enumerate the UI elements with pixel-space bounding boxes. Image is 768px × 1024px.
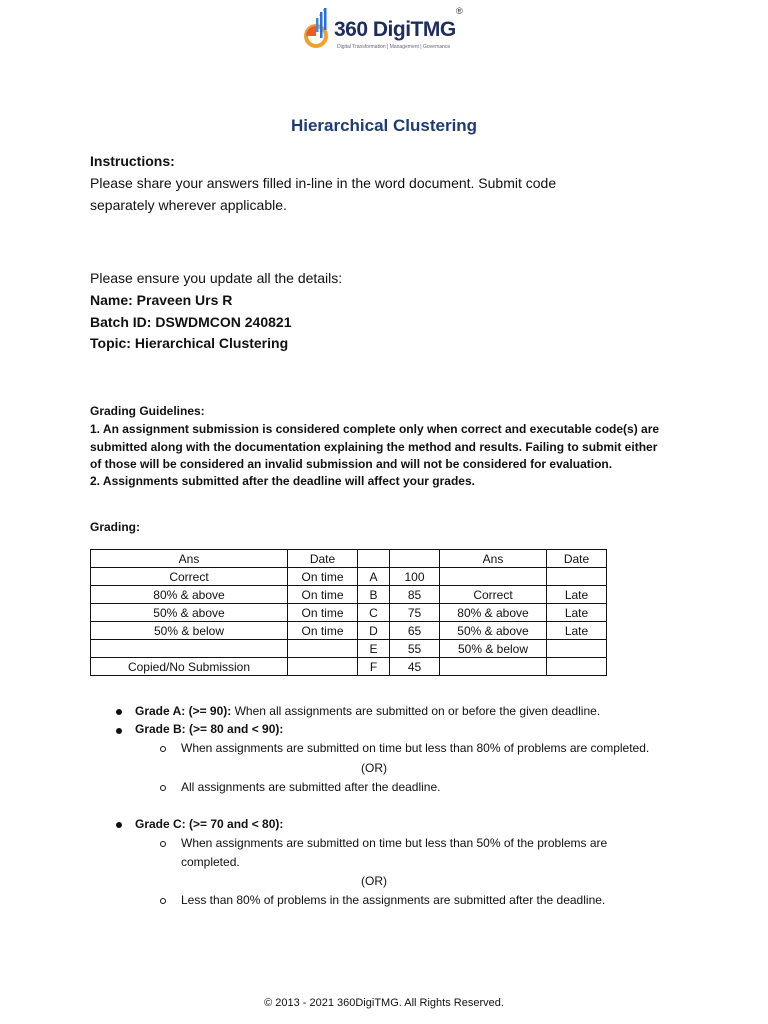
table-cell: Correct	[91, 568, 288, 586]
table-row	[91, 604, 607, 622]
table-row	[91, 658, 607, 676]
table-cell: 45	[390, 658, 440, 676]
bullet-icon	[116, 822, 122, 828]
guideline-line: submitted along with the documentation explaining the method and results. Failing to submit either	[90, 440, 658, 454]
document-title: Hierarchical Clustering	[290, 116, 478, 135]
table-cell	[288, 640, 358, 658]
grade-c-label: Grade C: (>= 70 and < 80):	[135, 817, 284, 831]
guideline-line: of those will be considered an invalid submission and will not be considered for evaluation.	[90, 457, 613, 471]
topic: Topic: Hierarchical Clustering	[90, 335, 289, 351]
table-cell: 50% & below	[440, 640, 547, 658]
copyright-footer: © 2013 - 2021 360DigiTMG. All Rights Reserved.	[264, 997, 504, 1009]
table-cell	[547, 640, 607, 658]
table-header-cell: Ans	[440, 550, 547, 568]
grade-a-text: When all assignments are submitted on or before the given deadline.	[231, 704, 601, 718]
sub-bullet-icon	[160, 785, 166, 791]
table-cell: Late	[547, 622, 607, 640]
logo-tagline: Digital Transformation | Management | Governance	[337, 44, 451, 50]
bullet-icon	[116, 728, 122, 734]
table-cell	[440, 568, 547, 586]
grading-guidelines-heading: Grading Guidelines:	[90, 404, 205, 418]
table-cell: On time	[288, 586, 358, 604]
table-cell: Late	[547, 586, 607, 604]
table-row	[91, 568, 607, 586]
sub-bullet-icon	[160, 841, 166, 847]
batch-id: Batch ID: DSWDMCON 240821	[90, 314, 292, 330]
grade-a-label: Grade A: (>= 90):	[135, 704, 232, 718]
grade-c-condition-1: When assignments are submitted on time but less than 50% of the problems are	[181, 836, 608, 850]
table-cell	[91, 640, 288, 658]
table-cell: Correct	[440, 586, 547, 604]
table-cell: 80% & above	[440, 604, 547, 622]
table-row	[91, 586, 607, 604]
table-cell: On time	[288, 568, 358, 586]
grading-heading: Grading:	[90, 520, 140, 534]
instructions-line-2: separately wherever applicable.	[90, 197, 287, 213]
table-header-cell: Date	[288, 550, 358, 568]
table-header-row	[91, 550, 607, 568]
grade-b-condition-1: When assignments are submitted on time but less than 80% of problems are completed.	[181, 741, 650, 755]
table-cell: On time	[288, 622, 358, 640]
company-logo	[300, 6, 470, 54]
table-cell: 55	[390, 640, 440, 658]
table-header-cell: Date	[547, 550, 607, 568]
guideline-line: 2. Assignments submitted after the deadline will affect your grades.	[90, 474, 475, 488]
table-cell: 100	[390, 568, 440, 586]
table-cell: 50% & above	[91, 604, 288, 622]
bullet-icon	[116, 709, 122, 715]
grade-c-or: (OR)	[361, 874, 387, 888]
table-cell: 85	[390, 586, 440, 604]
grade-c-condition-1-cont: completed.	[181, 855, 240, 869]
table-row	[91, 640, 607, 658]
table-cell: D	[358, 622, 390, 640]
grade-b-condition-2: All assignments are submitted after the deadline.	[181, 780, 441, 794]
student-name: Name: Praveen Urs R	[90, 292, 233, 308]
table-cell: 75	[390, 604, 440, 622]
table-row	[91, 622, 607, 640]
instructions-line-1: Please share your answers filled in-line in the word document. Submit code	[90, 175, 557, 191]
sub-bullet-icon	[160, 746, 166, 752]
table-cell: E	[358, 640, 390, 658]
table-cell: 65	[390, 622, 440, 640]
table-cell: 50% & below	[91, 622, 288, 640]
registered-mark: ®	[456, 6, 463, 16]
table-cell: Late	[547, 604, 607, 622]
table-header-cell: Ans	[91, 550, 288, 568]
table-cell: Copied/No Submission	[91, 658, 288, 676]
logo-brand-text: 360 DigiTMG	[334, 18, 456, 41]
grade-b-label: Grade B: (>= 80 and < 90):	[135, 722, 284, 736]
table-cell: On time	[288, 604, 358, 622]
table-cell: 80% & above	[91, 586, 288, 604]
grade-a-item	[135, 703, 600, 720]
grading-table	[90, 549, 607, 676]
details-intro: Please ensure you update all the details:	[90, 270, 343, 286]
sub-bullet-icon	[160, 898, 166, 904]
logo-mark-icon	[300, 6, 334, 54]
table-cell	[547, 658, 607, 676]
instructions-heading: Instructions:	[90, 153, 175, 169]
guideline-line: 1. An assignment submission is considered complete only when correct and executable code(s) are	[90, 422, 660, 436]
grade-c-condition-2: Less than 80% of problems in the assignments are submitted after the deadline.	[181, 893, 606, 907]
table-header-cell	[358, 550, 390, 568]
table-cell	[288, 658, 358, 676]
table-header-cell	[390, 550, 440, 568]
table-cell: A	[358, 568, 390, 586]
table-cell: C	[358, 604, 390, 622]
table-cell	[440, 658, 547, 676]
table-cell	[547, 568, 607, 586]
table-cell: 50% & above	[440, 622, 547, 640]
table-cell: F	[358, 658, 390, 676]
grade-b-or: (OR)	[361, 761, 387, 775]
table-cell: B	[358, 586, 390, 604]
